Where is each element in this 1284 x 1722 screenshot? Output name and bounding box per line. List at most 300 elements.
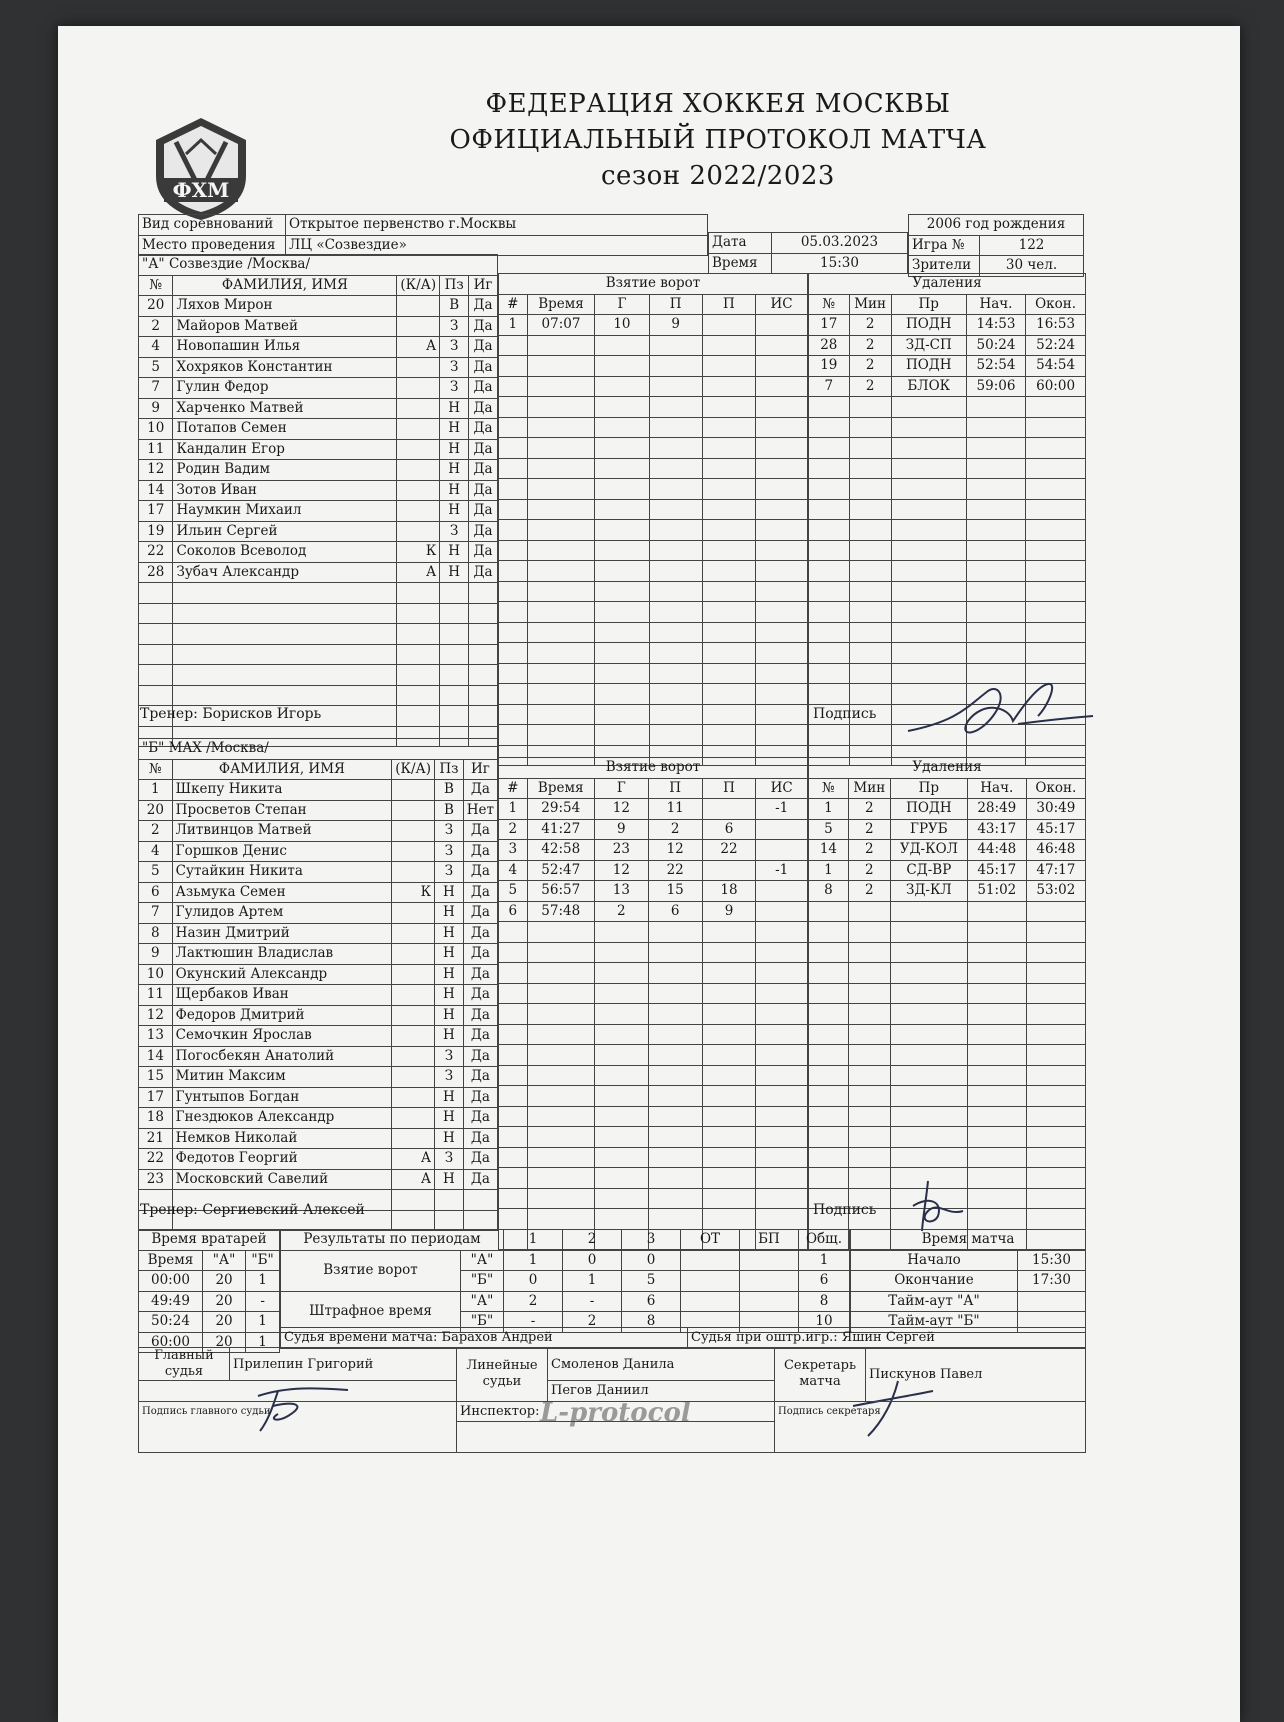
penalty-row xyxy=(809,942,1086,963)
goal-time xyxy=(527,602,595,623)
goal-row xyxy=(499,1004,808,1025)
goalie-time: 50:24 xyxy=(139,1312,203,1333)
player-pos xyxy=(440,583,469,604)
penalty-min xyxy=(848,1106,890,1127)
penalty-min xyxy=(848,942,890,963)
goal-is xyxy=(756,942,808,963)
watermark: L-protocol xyxy=(540,1398,691,1428)
roster-header xyxy=(139,759,498,780)
player-played: Да xyxy=(463,1149,497,1170)
penalty-pr: ПОДН xyxy=(890,799,967,820)
goal-row xyxy=(499,499,808,520)
goal-n xyxy=(499,983,528,1004)
goal-n xyxy=(499,1024,528,1045)
goal-time xyxy=(527,1004,594,1025)
goals-title: Взятие ворот xyxy=(499,758,808,779)
penalty-min xyxy=(848,1086,890,1107)
penalty-end xyxy=(1026,561,1086,582)
goal-n xyxy=(499,356,528,377)
player-pos: Н xyxy=(435,985,464,1006)
player-pos: Н xyxy=(440,460,469,481)
penalty-min: 2 xyxy=(849,315,891,336)
player-no xyxy=(139,685,173,706)
goal-time xyxy=(527,1147,594,1168)
player-name xyxy=(173,685,397,706)
penalty-row xyxy=(809,1004,1086,1025)
main-judge-sign: Подпись главного судьи xyxy=(139,1401,457,1453)
goal-is: -1 xyxy=(756,860,808,881)
penalties-title: Удаления xyxy=(809,758,1086,779)
goal-row xyxy=(499,840,808,861)
goal-n: 4 xyxy=(499,860,528,881)
goal-p1 xyxy=(648,1004,702,1025)
goal-n xyxy=(499,1147,528,1168)
goal-n: 1 xyxy=(499,315,528,336)
penalty-end xyxy=(1026,1086,1085,1107)
player-name: Азьмука Семен xyxy=(172,882,391,903)
team-a-tag: "А" xyxy=(142,256,165,273)
goal-row xyxy=(499,860,808,881)
penalty-pr xyxy=(891,540,966,561)
goal-p1 xyxy=(648,1209,702,1230)
goal-p1 xyxy=(648,942,702,963)
goal-p2 xyxy=(702,1188,756,1209)
penalty-end xyxy=(1026,963,1085,984)
col-g_no: # xyxy=(499,294,528,315)
table-row xyxy=(139,398,498,419)
goal-row xyxy=(499,458,808,479)
col-p_start: Нач. xyxy=(966,294,1025,315)
player-played: Да xyxy=(463,985,497,1006)
penalty-start xyxy=(967,1045,1026,1066)
penalty-no xyxy=(809,458,850,479)
goal-g xyxy=(595,417,649,438)
tot: 10 xyxy=(799,1312,850,1333)
penalty-no: 5 xyxy=(809,819,849,840)
goal-n xyxy=(499,963,528,984)
goalies-table xyxy=(138,1229,280,1353)
goalie-row xyxy=(139,1312,280,1333)
player-no: 17 xyxy=(139,501,173,522)
start-value: 15:30 xyxy=(1018,1250,1086,1271)
main-judge-label: Главный судья xyxy=(139,1348,230,1381)
secretary-name: Пискунов Павел xyxy=(866,1348,1086,1402)
goal-p2 xyxy=(702,922,756,943)
goal-time xyxy=(527,376,595,397)
goal-time: 57:48 xyxy=(527,901,594,922)
penalty-pr xyxy=(891,397,966,418)
penalty-pr xyxy=(890,1004,967,1025)
player-name xyxy=(173,665,397,686)
start-label: Начало xyxy=(851,1250,1018,1271)
penalty-start xyxy=(967,1188,1026,1209)
goal-p2: 6 xyxy=(702,819,756,840)
player-pos: Н xyxy=(440,542,469,563)
penalty-pr: УД-КОЛ xyxy=(890,840,967,861)
penalty-start: 45:17 xyxy=(967,860,1026,881)
player-played: Да xyxy=(463,964,497,985)
spect-value: 30 чел. xyxy=(980,256,1084,277)
player-played xyxy=(469,583,498,604)
goal-p2 xyxy=(702,438,755,459)
player-no: 5 xyxy=(139,357,173,378)
player-pos: З xyxy=(440,357,469,378)
penalty-end xyxy=(1026,540,1086,561)
p3: 5 xyxy=(622,1271,681,1292)
penalty-no: 17 xyxy=(809,315,850,336)
penalty-min xyxy=(848,901,890,922)
player-ka xyxy=(397,378,440,399)
player-name xyxy=(173,603,397,624)
table-row xyxy=(139,1108,498,1129)
goal-p2 xyxy=(702,622,755,643)
goal-p2 xyxy=(702,315,755,336)
goal-is xyxy=(756,417,808,438)
penalty-no xyxy=(809,561,850,582)
penalty-end xyxy=(1026,1106,1085,1127)
timekeeper: Судья времени матча: Барахов Андрей xyxy=(281,1328,688,1349)
officials-line xyxy=(280,1327,1086,1349)
penalty-pr: ПОДН xyxy=(891,315,966,336)
penalty-no xyxy=(809,397,850,418)
goal-n xyxy=(499,942,528,963)
goal-p2 xyxy=(702,1024,756,1045)
goal-n xyxy=(499,520,528,541)
player-pos xyxy=(440,685,469,706)
penalty-row xyxy=(809,819,1086,840)
penalty-no xyxy=(809,1127,849,1148)
penalty-row xyxy=(809,840,1086,861)
player-name: Просветов Степан xyxy=(172,800,391,821)
goal-is xyxy=(756,458,808,479)
goal-time xyxy=(527,725,595,746)
penalty-no xyxy=(809,1004,849,1025)
player-ka xyxy=(392,1128,435,1149)
player-name: Московский Савелий xyxy=(172,1169,391,1190)
goal-g xyxy=(594,1065,648,1086)
goal-p2 xyxy=(702,963,756,984)
penalty-row xyxy=(809,417,1086,438)
col-p_min: Мин xyxy=(849,294,891,315)
team-a-coach: Тренер: Борисков Игорь xyxy=(140,706,322,722)
goal-p1: 15 xyxy=(648,881,702,902)
goal-row xyxy=(499,1024,808,1045)
penalty-end xyxy=(1026,1147,1085,1168)
penalty-pr xyxy=(890,1147,967,1168)
penalty-min: 2 xyxy=(849,335,891,356)
goal-p1 xyxy=(649,643,702,664)
penalty-end xyxy=(1026,1065,1085,1086)
penalty-no: 7 xyxy=(809,376,850,397)
player-no: 17 xyxy=(139,1087,173,1108)
player-ka xyxy=(397,501,440,522)
penalty-end xyxy=(1026,417,1086,438)
goal-p2 xyxy=(702,376,755,397)
player-no: 15 xyxy=(139,1067,173,1088)
goal-is xyxy=(756,335,808,356)
penalty-row xyxy=(809,1024,1086,1045)
goal-g: 9 xyxy=(594,819,648,840)
goal-is xyxy=(756,540,808,561)
penalty-no xyxy=(809,963,849,984)
goal-n xyxy=(499,581,528,602)
goal-row xyxy=(499,963,808,984)
protocol-sheet xyxy=(58,26,1240,1722)
penalty-start xyxy=(967,922,1026,943)
goal-is xyxy=(756,1086,808,1107)
penalty-min xyxy=(848,1024,890,1045)
player-ka xyxy=(397,439,440,460)
goal-p2 xyxy=(702,1168,756,1189)
penalty-pr xyxy=(891,643,966,664)
goal-row xyxy=(499,479,808,500)
penalty-start xyxy=(966,458,1025,479)
player-no: 9 xyxy=(139,398,173,419)
col-played: Иг xyxy=(469,275,498,296)
goals-title: Взятие ворот xyxy=(499,274,808,295)
p3: 8 xyxy=(622,1312,681,1333)
goal-time xyxy=(527,983,594,1004)
game-label: Игра № xyxy=(909,235,980,256)
player-pos: Н xyxy=(435,1108,464,1129)
goal-time xyxy=(527,438,595,459)
player-name: Ильин Сергей xyxy=(173,521,397,542)
end-value: 17:30 xyxy=(1018,1271,1086,1292)
penalty-row xyxy=(809,520,1086,541)
penalty-end xyxy=(1026,983,1085,1004)
team-b-goals xyxy=(498,757,808,1250)
main-judge-blank xyxy=(139,1381,457,1402)
penalty-min: 2 xyxy=(849,376,891,397)
player-no: 14 xyxy=(139,480,173,501)
player-played: Да xyxy=(469,460,498,481)
goal-row xyxy=(499,799,808,820)
goal-is xyxy=(756,1045,808,1066)
goal-n xyxy=(499,376,528,397)
penalty-min xyxy=(849,643,891,664)
penalty-min xyxy=(849,540,891,561)
player-no: 22 xyxy=(139,542,173,563)
protocol-title: ОФИЦИАЛЬНЫЙ ПРОТОКОЛ МАТЧА xyxy=(449,125,987,155)
goal-g xyxy=(594,1024,648,1045)
goalie-b: 1 xyxy=(246,1271,280,1292)
table-row xyxy=(139,337,498,358)
col-g_time: Время xyxy=(527,778,594,799)
goal-row xyxy=(499,819,808,840)
goal-p2 xyxy=(702,983,756,1004)
goal-row xyxy=(499,1045,808,1066)
penalty-no: 8 xyxy=(809,881,849,902)
period-label: Взятие ворот xyxy=(281,1250,461,1291)
team-a-roster xyxy=(138,254,498,747)
player-ka: К xyxy=(397,542,440,563)
goal-is xyxy=(756,1024,808,1045)
period-label: Штрафное время xyxy=(281,1291,461,1332)
goal-g xyxy=(595,397,649,418)
penalty-pr: ЗД-КЛ xyxy=(890,881,967,902)
ot xyxy=(681,1271,740,1292)
penalty-no xyxy=(809,520,850,541)
penalty-pr xyxy=(891,479,966,500)
penalty-no xyxy=(809,684,850,705)
penalty-min xyxy=(849,561,891,582)
goal-time xyxy=(527,479,595,500)
logo-text: ФХМ xyxy=(172,178,230,202)
penalty-min xyxy=(849,663,891,684)
player-no: 2 xyxy=(139,316,173,337)
goal-row xyxy=(499,1106,808,1127)
col-played: Иг xyxy=(463,759,497,780)
player-played: Да xyxy=(469,337,498,358)
goal-g xyxy=(594,1168,648,1189)
player-played: Да xyxy=(469,398,498,419)
player-ka xyxy=(397,665,440,686)
goal-row xyxy=(499,1127,808,1148)
penalty-row xyxy=(809,860,1086,881)
player-pos: Н xyxy=(440,439,469,460)
penalty-end: 47:17 xyxy=(1026,860,1085,881)
player-played xyxy=(463,1190,497,1211)
player-played: Да xyxy=(469,439,498,460)
penalty-start xyxy=(966,602,1025,623)
penalty-end: 16:53 xyxy=(1026,315,1086,336)
p2: 2 xyxy=(563,1312,622,1333)
penalty-row xyxy=(809,1065,1086,1086)
player-ka xyxy=(392,1087,435,1108)
player-no: 1 xyxy=(139,780,173,801)
goal-is xyxy=(756,602,808,623)
goal-p2: 18 xyxy=(702,881,756,902)
player-name: Майоров Матвей xyxy=(173,316,397,337)
spect-label: Зрители xyxy=(909,256,980,277)
goal-n xyxy=(499,922,528,943)
player-name xyxy=(173,624,397,645)
goal-g xyxy=(595,520,649,541)
team-a-sign-label: Подпись xyxy=(813,706,877,722)
penalty-start xyxy=(966,622,1025,643)
player-played: Да xyxy=(463,944,497,965)
goal-row xyxy=(499,417,808,438)
date-table xyxy=(708,232,908,274)
goal-g xyxy=(595,725,649,746)
goal-g xyxy=(595,643,649,664)
player-ka xyxy=(392,1067,435,1088)
penalty-min: 2 xyxy=(849,356,891,377)
penalty-start xyxy=(966,520,1025,541)
penalty-pr xyxy=(891,581,966,602)
player-no: 18 xyxy=(139,1108,173,1129)
table-row xyxy=(139,1026,498,1047)
timeout-b-label: Тайм-аут "Б" xyxy=(851,1312,1018,1333)
penalty-row xyxy=(809,622,1086,643)
goal-p1 xyxy=(648,1127,702,1148)
goal-n xyxy=(499,561,528,582)
player-pos: В xyxy=(435,780,464,801)
goal-is xyxy=(756,922,808,943)
goal-g xyxy=(594,983,648,1004)
goal-row xyxy=(499,983,808,1004)
goal-p2 xyxy=(702,417,755,438)
penalty-row xyxy=(809,561,1086,582)
player-name: Гнездюков Александр xyxy=(172,1108,391,1129)
penalty-row xyxy=(809,315,1086,336)
penalty-no xyxy=(809,602,850,623)
penalty-pr xyxy=(890,1024,967,1045)
penalty-min xyxy=(849,520,891,541)
penalty-start: 43:17 xyxy=(967,819,1026,840)
goal-is xyxy=(756,704,808,725)
player-ka: К xyxy=(392,882,435,903)
goal-time xyxy=(527,663,595,684)
player-ka: А xyxy=(392,1149,435,1170)
player-played xyxy=(469,685,498,706)
team-a-goals xyxy=(498,273,808,766)
col-g_time: Время xyxy=(527,294,595,315)
penalty-row xyxy=(809,540,1086,561)
penalty-end xyxy=(1026,499,1086,520)
p2: 0 xyxy=(563,1250,622,1271)
player-pos: Н xyxy=(435,1005,464,1026)
penalty-no: 1 xyxy=(809,799,849,820)
penalty-no xyxy=(809,725,850,746)
player-ka: А xyxy=(392,1169,435,1190)
goal-row xyxy=(499,643,808,664)
player-pos: Н xyxy=(440,480,469,501)
penalty-no xyxy=(809,540,850,561)
roster-header xyxy=(139,275,498,296)
penalty-end xyxy=(1026,901,1085,922)
player-name: Сутайкин Никита xyxy=(172,862,391,883)
match-time-table xyxy=(850,1229,1086,1333)
player-pos: З xyxy=(435,841,464,862)
goal-g xyxy=(594,1209,648,1230)
goal-p1 xyxy=(648,1065,702,1086)
penalty-row xyxy=(809,397,1086,418)
penalty-min xyxy=(849,622,891,643)
penalty-min xyxy=(849,684,891,705)
period-team: "Б" xyxy=(461,1312,504,1333)
goal-time: 56:57 xyxy=(527,881,594,902)
table-row xyxy=(139,821,498,842)
player-no: 4 xyxy=(139,841,173,862)
penalty-no xyxy=(809,622,850,643)
penalty-pr: БЛОК xyxy=(891,376,966,397)
penalty-pr xyxy=(890,983,967,1004)
col-p_end: Окон. xyxy=(1026,294,1086,315)
player-pos: З xyxy=(440,316,469,337)
penalty-start: 50:24 xyxy=(966,335,1025,356)
player-played: Да xyxy=(463,923,497,944)
goal-p1: 2 xyxy=(648,819,702,840)
goal-time xyxy=(527,922,594,943)
per-h2: 2 xyxy=(563,1230,622,1251)
player-played: Да xyxy=(463,882,497,903)
penalty-start xyxy=(967,1106,1026,1127)
team-b-name: MAX /Москва/ xyxy=(168,740,269,757)
player-ka xyxy=(397,480,440,501)
penalty-start xyxy=(967,1168,1026,1189)
col-p_start: Нач. xyxy=(967,778,1026,799)
goal-p1 xyxy=(649,397,702,418)
goal-g xyxy=(594,1106,648,1127)
goal-p2 xyxy=(702,499,755,520)
player-played xyxy=(469,706,498,727)
player-name xyxy=(173,583,397,604)
goal-g: 12 xyxy=(594,799,648,820)
player-no: 11 xyxy=(139,439,173,460)
goal-is xyxy=(756,479,808,500)
goal-p2 xyxy=(702,520,755,541)
